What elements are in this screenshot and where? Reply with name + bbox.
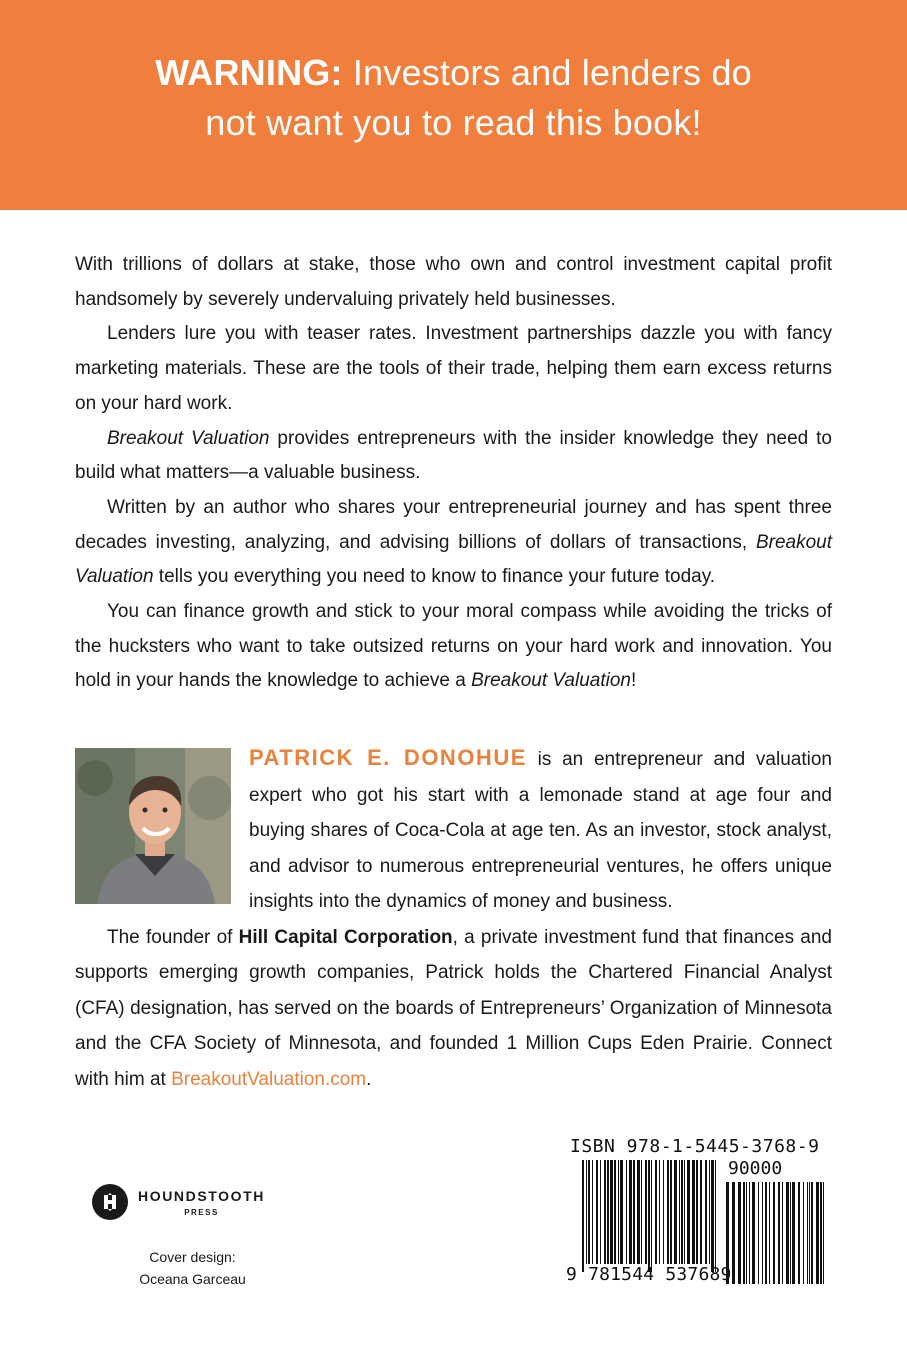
blurb-paragraph-4: Written by an author who shares your entrepreneurial journey and has spent three decades investing, analyzing, and advising billions of dollars of transactions, Breakout Valuation tells you everything you need to know to finance your future today. (75, 496, 832, 588)
author-name: PATRICK E. DONOHUE (249, 745, 527, 770)
author-photo (75, 748, 231, 904)
cover-designer: Oceana Garceau (139, 1271, 246, 1287)
blurb-paragraph-1: With trillions of dollars at stake, those who own and control investment capital profit handsomely by severely undervaluing privately held businesses. (75, 254, 832, 310)
publisher-name (138, 1188, 265, 1217)
warning-label: WARNING: (155, 52, 343, 93)
warning-line2: not want you to read this book! (205, 102, 702, 143)
publisher-logo (92, 1184, 265, 1220)
publisher-sub-name: PRESS (184, 1207, 219, 1217)
author-paragraph-2: The founder of Hill Capital Corporation, a private investment fund that finances and supports emerging growth companies, Patrick holds the Chartered Financial Analyst (CFA) designation, has served on the boards of Entrepreneurs’ Organization of Minnesota and the CFA Society of Minnesota, and founded 1 Million Cups Eden Prairie. Connect with him at BreakoutValuation.com. (75, 926, 832, 1090)
warning-banner (0, 0, 907, 210)
blurb-paragraph-5: You can finance growth and stick to your moral compass while avoiding the tricks of the hucksters who want to take outsized returns on your hard work and innovation. You hold in your hands the knowledge to achieve a Breakout Valuation! (75, 601, 832, 692)
price-addon: 90000 (728, 1158, 783, 1179)
blurb-paragraph-3: Breakout Valuation provides entrepreneurs with the insider knowledge they need to build what matters—a valuable business. (75, 427, 832, 484)
book-title: Breakout Valuation (107, 427, 270, 449)
warning-headline (155, 48, 752, 148)
book-blurb (75, 248, 832, 699)
blurb-paragraph-2: Lenders lure you with teaser rates. Investment partnerships dazzle you with fancy marketing materials. These are the tools of their trade, helping them earn excess returns on your hard work. (75, 323, 832, 414)
author-portrait-icon (75, 748, 231, 904)
author-paragraph-1: PATRICK E. DONOHUE is an entrepreneur and valuation expert who got his start with a lemonade stand at age four and buying shares of Coca-Cola at age ten. As an investor, stock analyst, and advisor to numerous entrepreneurial ventures, he offers unique insights into the dynamics of money and business. (249, 745, 832, 912)
cover-credits (120, 1246, 265, 1290)
isbn-barcode (566, 1134, 828, 1294)
author-bio (75, 740, 832, 1097)
barcode-digits: 9 781544 537689 (566, 1264, 732, 1285)
isbn-number: ISBN 978-1-5445-3768-9 (570, 1136, 820, 1157)
book-title: Breakout Valuation (75, 531, 832, 588)
houndstooth-logo-icon (92, 1184, 128, 1220)
website-link[interactable]: BreakoutValuation.com (171, 1068, 367, 1090)
cover-design-label: Cover design: (149, 1249, 236, 1265)
warning-line1: Investors and lenders do (342, 52, 752, 93)
publisher-main-name: HOUNDSTOOTH (138, 1187, 266, 1204)
company-name: Hill Capital Corporation (238, 926, 453, 948)
book-title: Breakout Valuation (471, 670, 631, 692)
